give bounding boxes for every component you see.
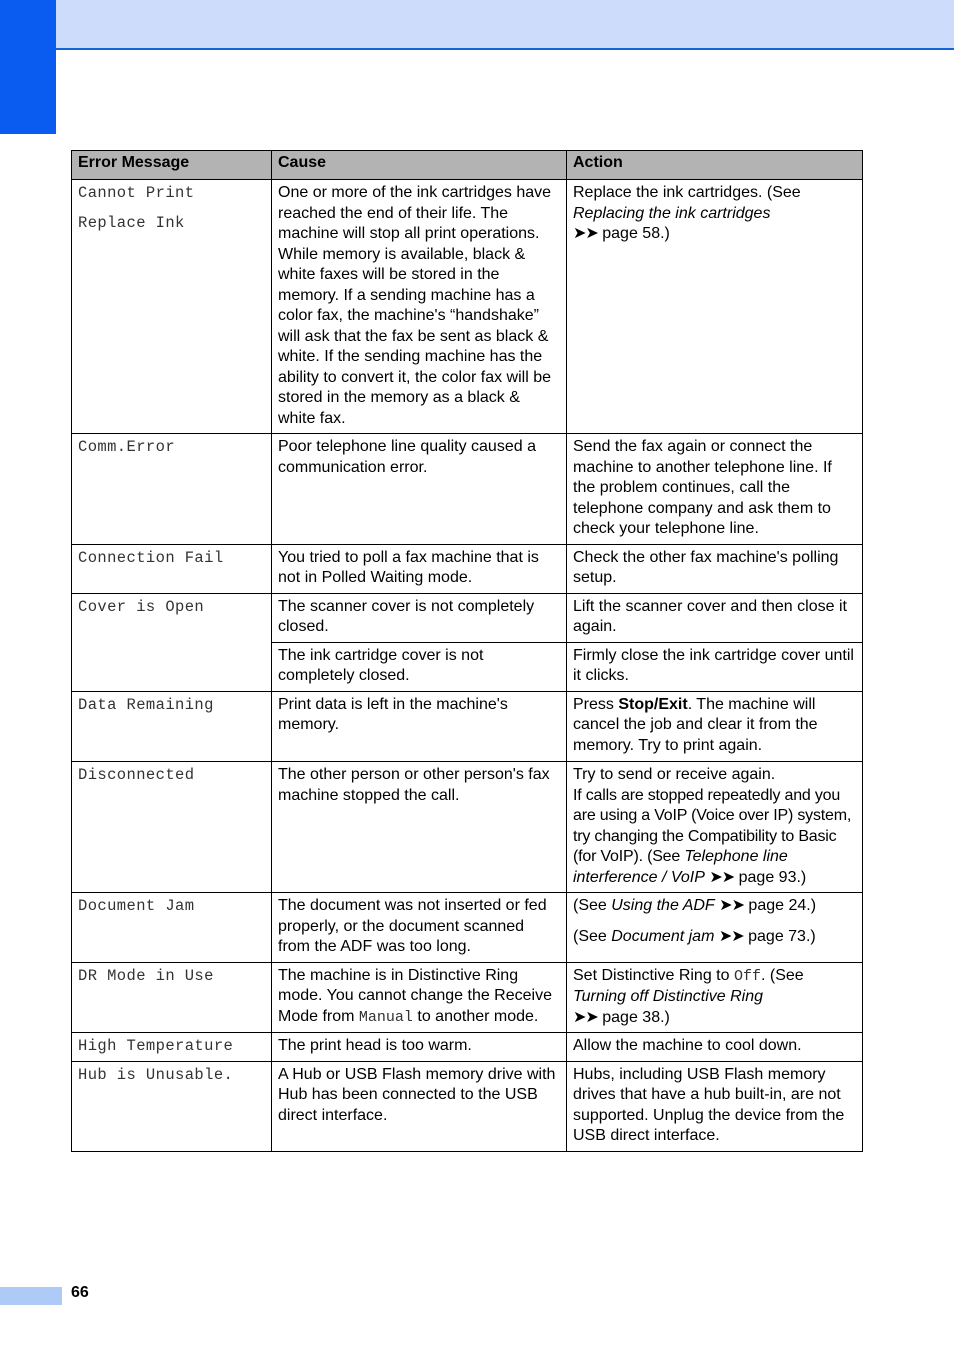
error-message-line: Cannot Print xyxy=(78,184,195,202)
cross-reference-link[interactable]: Telephone line interference / VoIP xyxy=(573,848,788,886)
error-message-cell: Cover is Open xyxy=(72,593,272,691)
action-text: . The machine will cancel the job and clear it from the memory. Try to print again. xyxy=(573,695,818,754)
action-cell: Check the other fax machine's polling setup. xyxy=(567,544,863,593)
table-row xyxy=(72,962,863,1033)
action-cell xyxy=(567,691,863,762)
page-reference: page 38.) xyxy=(597,1008,670,1026)
cross-reference-link[interactable]: Turning off Distinctive Ring xyxy=(573,988,763,1005)
double-arrow-icon: ➤➤ xyxy=(573,225,598,242)
action-cell: Lift the scanner cover and then close it again. xyxy=(567,593,863,642)
table-row xyxy=(72,544,863,593)
table-row xyxy=(72,434,863,545)
double-arrow-icon: ➤➤ xyxy=(718,927,744,945)
error-message-cell: Data Remaining xyxy=(72,691,272,762)
column-header-error-message: Error Message xyxy=(72,151,272,180)
error-message-line: Replace Ink xyxy=(78,213,185,232)
action-cell: Send the fax again or connect the machine to another telephone line. If the problem continues, call the telephone company and ask them to check your telephone line. xyxy=(567,434,863,545)
error-message-cell: Document Jam xyxy=(72,893,272,963)
page-reference: page 24.) xyxy=(743,897,817,914)
cause-cell: Print data is left in the machine's memory. xyxy=(272,691,567,762)
action-cell: Firmly close the ink cartridge cover until it clicks. xyxy=(567,642,863,691)
action-cell xyxy=(567,962,863,1033)
page-reference: page 58.) xyxy=(597,225,670,242)
table-row xyxy=(72,593,863,642)
chapter-tab xyxy=(0,0,56,134)
cross-reference-link[interactable]: Replacing the ink cartridges xyxy=(573,204,771,222)
table-row xyxy=(72,1061,863,1151)
action-text: (See xyxy=(573,927,612,945)
double-arrow-icon: ➤➤ xyxy=(719,897,744,914)
page-number: 66 xyxy=(71,1284,89,1301)
cross-reference-link[interactable]: Using the ADF xyxy=(611,897,715,914)
page-reference: page 93.) xyxy=(734,868,807,886)
table-row xyxy=(72,691,863,762)
error-message-cell: DR Mode in Use xyxy=(72,962,272,1033)
error-message-table xyxy=(71,150,863,1152)
error-message-cell: High Temperature xyxy=(72,1033,272,1062)
cause-cell: The other person or other person's fax machine stopped the call. xyxy=(272,762,567,893)
action-cell: Hubs, including USB Flash memory drives that have a hub built-in, are not supported. Unplug the device from the USB direct interface. xyxy=(567,1061,863,1151)
error-message-cell: Hub is Unusable. xyxy=(72,1061,272,1151)
cause-text: to another mode. xyxy=(412,1007,539,1025)
page-reference: page 73.) xyxy=(743,927,816,945)
table-row xyxy=(72,180,863,434)
stop-exit-key-label: Stop/Exit xyxy=(618,695,688,713)
action-cell xyxy=(567,762,863,893)
cause-text: The machine is in Distinctive Ring mode. You cannot change the Receive Mode from xyxy=(278,966,552,1025)
double-arrow-icon: ➤➤ xyxy=(709,868,735,886)
action-text: If calls are stopped repeatedly and you are using a VoIP (Voice over IP) system, try changing the Compatibility to Basic (for VoIP). (See xyxy=(573,786,852,865)
cause-cell: One or more of the ink cartridges have reached the end of their life. The machine will stop all print operations. While memory is available, black & white faxes will be stored in the memory. If a sending machine has a color fax, the machine's “handshake” will ask that the fax be sent as black & white. If the sending machine has the ability to convert it, the color fax will be stored in the memory as a black & white fax. xyxy=(272,180,567,434)
error-message-cell: Disconnected xyxy=(72,762,272,893)
setting-value: Off xyxy=(733,967,761,985)
cause-cell xyxy=(272,962,567,1033)
action-text: . (See xyxy=(760,966,804,984)
header-band xyxy=(56,0,954,50)
cause-cell: The document was not inserted or fed properly, or the document scanned from the ADF was too long. xyxy=(272,893,567,963)
cause-cell: A Hub or USB Flash memory drive with Hub has been connected to the USB direct interface. xyxy=(272,1061,567,1151)
table-row xyxy=(72,1033,863,1062)
action-text: Replace the ink cartridges. (See xyxy=(573,184,801,201)
cause-cell: The scanner cover is not completely closed. xyxy=(272,593,567,642)
column-header-cause: Cause xyxy=(272,151,567,180)
action-cell xyxy=(567,893,863,963)
error-message-cell: Connection Fail xyxy=(72,544,272,593)
error-message-cell: Comm.Error xyxy=(72,434,272,545)
table-row xyxy=(72,893,863,963)
cause-cell: The print head is too warm. xyxy=(272,1033,567,1062)
footer-tab xyxy=(0,1287,62,1305)
cause-cell: You tried to poll a fax machine that is not in Polled Waiting mode. xyxy=(272,544,567,593)
action-text: Set Distinctive Ring to xyxy=(573,966,734,984)
table-header-row xyxy=(72,151,863,180)
action-text: Try to send or receive again. xyxy=(573,766,776,783)
cause-cell: The ink cartridge cover is not completely closed. xyxy=(272,642,567,691)
double-arrow-icon: ➤➤ xyxy=(573,1008,598,1026)
error-message-cell xyxy=(72,180,272,434)
action-text: Press xyxy=(573,695,619,713)
table-row xyxy=(72,762,863,893)
action-cell: Allow the machine to cool down. xyxy=(567,1033,863,1062)
action-line xyxy=(573,927,856,948)
mode-name: Manual xyxy=(358,1008,413,1026)
cause-cell: Poor telephone line quality caused a communication error. xyxy=(272,434,567,545)
action-cell xyxy=(567,180,863,434)
action-text: (See xyxy=(573,897,612,914)
cross-reference-link[interactable]: Document jam xyxy=(611,927,715,945)
column-header-action: Action xyxy=(567,151,863,180)
